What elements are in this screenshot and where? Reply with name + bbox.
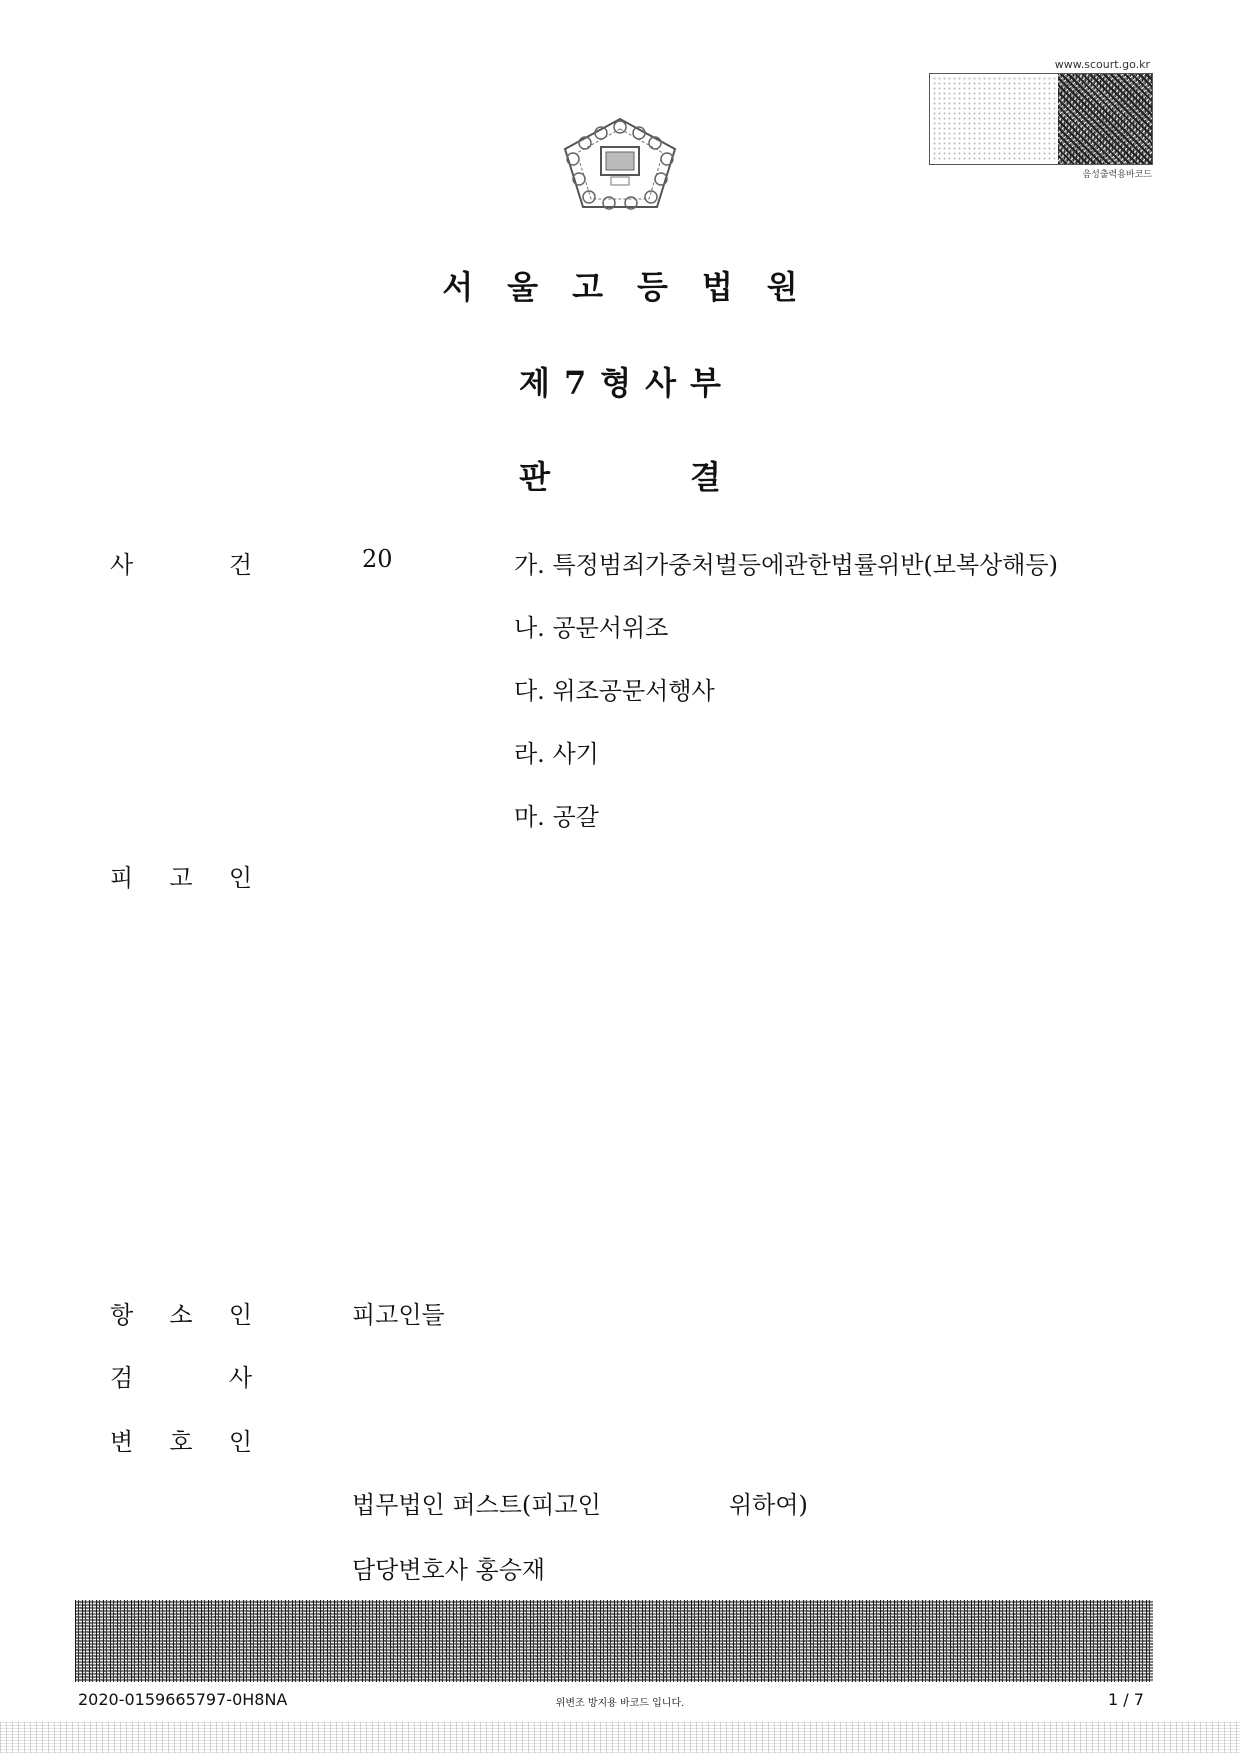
counsel-lawyer: 담당변호사 홍승재 [352,1556,546,1584]
barcode-pattern-right [1058,74,1152,164]
anti-forgery-barcode [75,1600,1153,1682]
scan-noise-strip [0,1722,1240,1753]
appellant-value: 피고인들 [352,1301,445,1329]
charge-item: 다. 위조공문서행사 [514,677,715,705]
defendant-label: 피 고 인 [110,864,252,892]
page-number: 1 / 7 [1108,1690,1144,1709]
counsel-firm-suffix: 위하여) [729,1491,808,1519]
barcode-caption: 음성출력용바코드 [1082,170,1152,180]
case-label: 사 건 [110,551,252,579]
document-type: 판결 [519,458,861,496]
case-number: 20 [362,545,393,573]
barcode-pattern-left [932,76,1058,162]
site-url: www.scourt.go.kr [1054,58,1150,71]
prosecutor-label: 검 사 [110,1364,252,1392]
counsel-firm: 법무법인 퍼스트(피고인 [352,1491,601,1519]
division-name: 제7형사부 [519,364,735,402]
charge-item: 마. 공갈 [514,803,599,831]
charges-list [514,545,1058,860]
court-name: 서울고등법원 [442,268,832,306]
charge-item: 나. 공문서위조 [514,614,669,642]
barcode-notice: 위변조 방지용 바코드 입니다. [555,1698,685,1709]
counsel-label: 변 호 인 [110,1428,252,1456]
document-code: 2020-0159665797-0H8NA [78,1690,288,1709]
court-seal-icon [553,113,688,213]
charge-item: 가. 특정범죄가중처벌등에관한법률위반(보복상해등) [514,551,1059,579]
voice-output-barcode [929,73,1153,165]
charge-item: 라. 사기 [514,740,599,768]
appellant-label: 항 소 인 [110,1301,252,1329]
